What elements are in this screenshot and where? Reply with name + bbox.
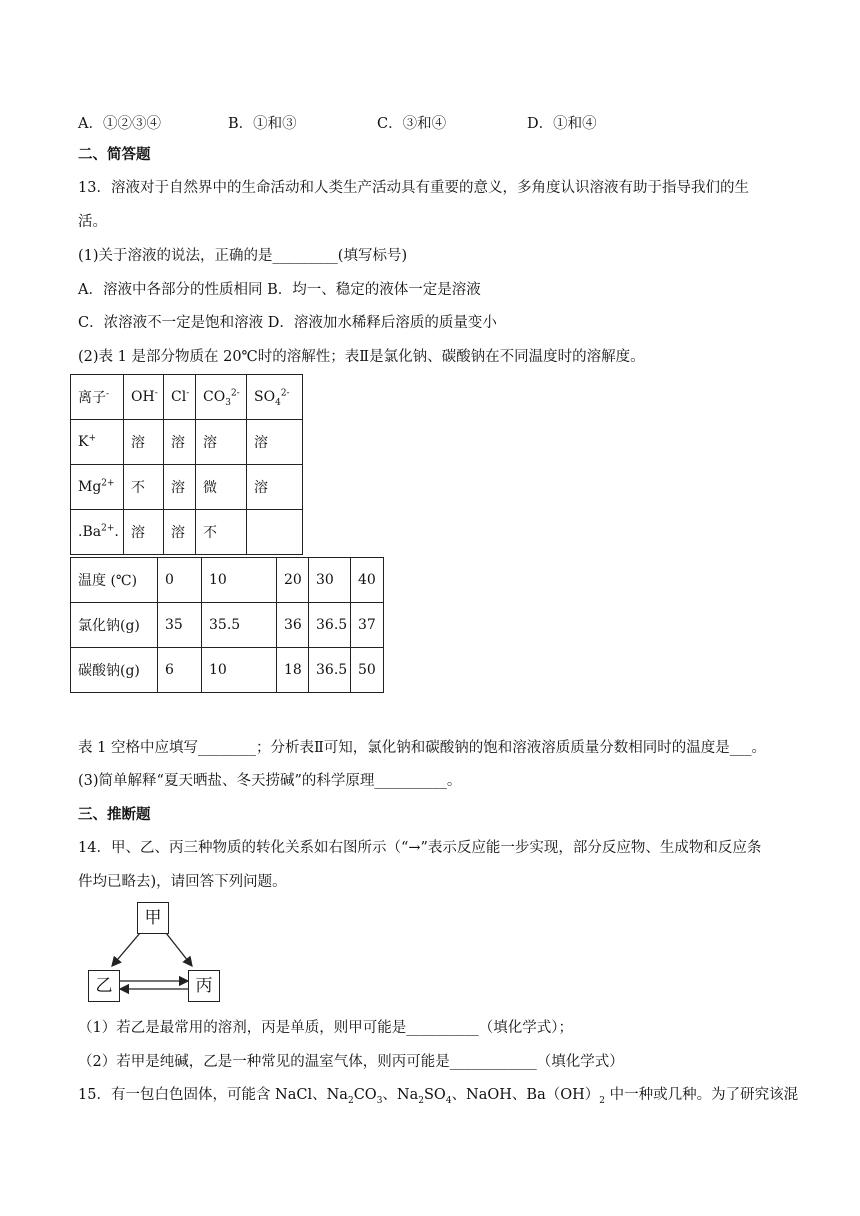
table-cell: 0 [158, 558, 202, 603]
temperature-solubility-table [70, 557, 384, 693]
table-cell: 36.5 [309, 648, 351, 693]
table-cell: 溶 [124, 420, 164, 465]
table-cell: 6 [158, 648, 202, 693]
table-cell: 溶 [247, 420, 303, 465]
option-a: A．①②③④ [78, 116, 161, 132]
table-cell: $.Ba^{2+}$. [71, 510, 124, 555]
table-cell: 温度 (℃) [71, 558, 158, 603]
table-cell: 离子- [71, 375, 124, 420]
table-cell: 溶 [247, 465, 303, 510]
q15-stem-line1: 15．有一包白色固体，可能含 NaCl、$Na_2CO_3$、$Na_2SO_4$、NaOH、$Ba(OH)_2$ 中一种或几种。为了研究该混 [78, 1087, 799, 1106]
q13-part2: (2)表 1 是部分物质在 20℃时的溶解性；表Ⅱ是氯化钠、碳酸钠在不同温度时的溶解度。 [78, 349, 645, 365]
table-row [71, 465, 303, 510]
table-cell: Cl- [164, 375, 196, 420]
table-cell: 不 [124, 465, 164, 510]
q13-stem-line2: 活。 [78, 214, 107, 230]
solubility-table [70, 374, 303, 555]
section-heading-short-answer: 二、简答题 [78, 146, 151, 163]
q14-stem-line1: 14．甲、乙、丙三种物质的转化关系如右图所示（“→”表示反应能一步实现，部分反应物、生成物和反应条 [78, 840, 762, 856]
option-b: B．①和③ [228, 116, 297, 132]
table-row [71, 603, 384, 648]
q13-part1: (1)关于溶液的说法，正确的是_________(填写标号) [78, 248, 408, 264]
table-cell: K+ [71, 420, 124, 465]
q13-part1-options-ab: A．溶液中各部分的性质相同 B．均一、稳定的液体一定是溶液 [78, 282, 481, 298]
q14-stem-line2: 件均已略去)，请回答下列问题。 [78, 874, 287, 890]
table-cell: 溶 [124, 510, 164, 555]
table-cell: 30 [309, 558, 351, 603]
table-cell: 溶 [196, 420, 247, 465]
table-cell: 20 [277, 558, 309, 603]
table-cell: $CO_3^{2-}$ [196, 375, 247, 420]
table-cell: 溶 [164, 420, 196, 465]
table-cell: $Mg^{2+}$ [71, 465, 124, 510]
table-cell: 氯化钠(g) [71, 603, 158, 648]
table-cell: 溶 [164, 510, 196, 555]
table-cell: 36.5 [309, 603, 351, 648]
q13-part3: (3)简单解释“夏天晒盐、冬天捞碱”的科学原理__________。 [78, 773, 462, 789]
table-cell: 溶 [164, 465, 196, 510]
table-cell: 37 [351, 603, 384, 648]
option-d: D．①和④ [527, 116, 597, 132]
table-cell: 36 [277, 603, 309, 648]
option-c: C．③和④ [377, 116, 447, 132]
table-cell: 10 [202, 558, 277, 603]
node-yi: 乙 [88, 970, 120, 1002]
arrow-jia-to-bing [166, 933, 192, 966]
table-row [71, 375, 303, 420]
q13-stem-line1: 13．溶液对于自然界中的生命活动和人类生产活动具有重要的意义，多角度认识溶液有助于指导我们的生 [78, 180, 749, 196]
table-cell: 35.5 [202, 603, 277, 648]
table-row [71, 510, 303, 555]
table-cell: OH- [124, 375, 164, 420]
table-row [71, 648, 384, 693]
q13-part1-options-cd: C．浓溶液不一定是饱和溶液 D．溶液加水稀释后溶质的质量变小 [78, 315, 497, 331]
arrow-jia-to-yi [112, 933, 140, 966]
table-cell: 微 [196, 465, 247, 510]
table-cell: 碳酸钠(g) [71, 648, 158, 693]
table-cell: 50 [351, 648, 384, 693]
q14-part2: （2）若甲是纯碱，乙是一种常见的温室气体，则丙可能是____________（填化学式） [78, 1054, 624, 1070]
table-cell: 不 [196, 510, 247, 555]
table-cell: 35 [158, 603, 202, 648]
node-jia: 甲 [137, 902, 169, 934]
table-row [71, 558, 384, 603]
q14-part1: （1）若乙是最常用的溶剂，丙是单质，则甲可能是__________（填化学式）； [78, 1020, 573, 1036]
section-heading-inference: 三、推断题 [78, 806, 151, 823]
table-cell [247, 510, 303, 555]
table-cell: 10 [202, 648, 277, 693]
table-cell: 40 [351, 558, 384, 603]
table-cell: 18 [277, 648, 309, 693]
conversion-diagram [80, 900, 230, 1005]
node-bing: 丙 [188, 970, 220, 1002]
table-cell: $SO_4^{2-}$ [247, 375, 303, 420]
table-row [71, 420, 303, 465]
q13-part2-answer-line: 表 1 空格中应填写________；分析表Ⅱ可知，氯化钠和碳酸钠的饱和溶液溶质质量分数相同时的温度是___。 [78, 740, 767, 756]
